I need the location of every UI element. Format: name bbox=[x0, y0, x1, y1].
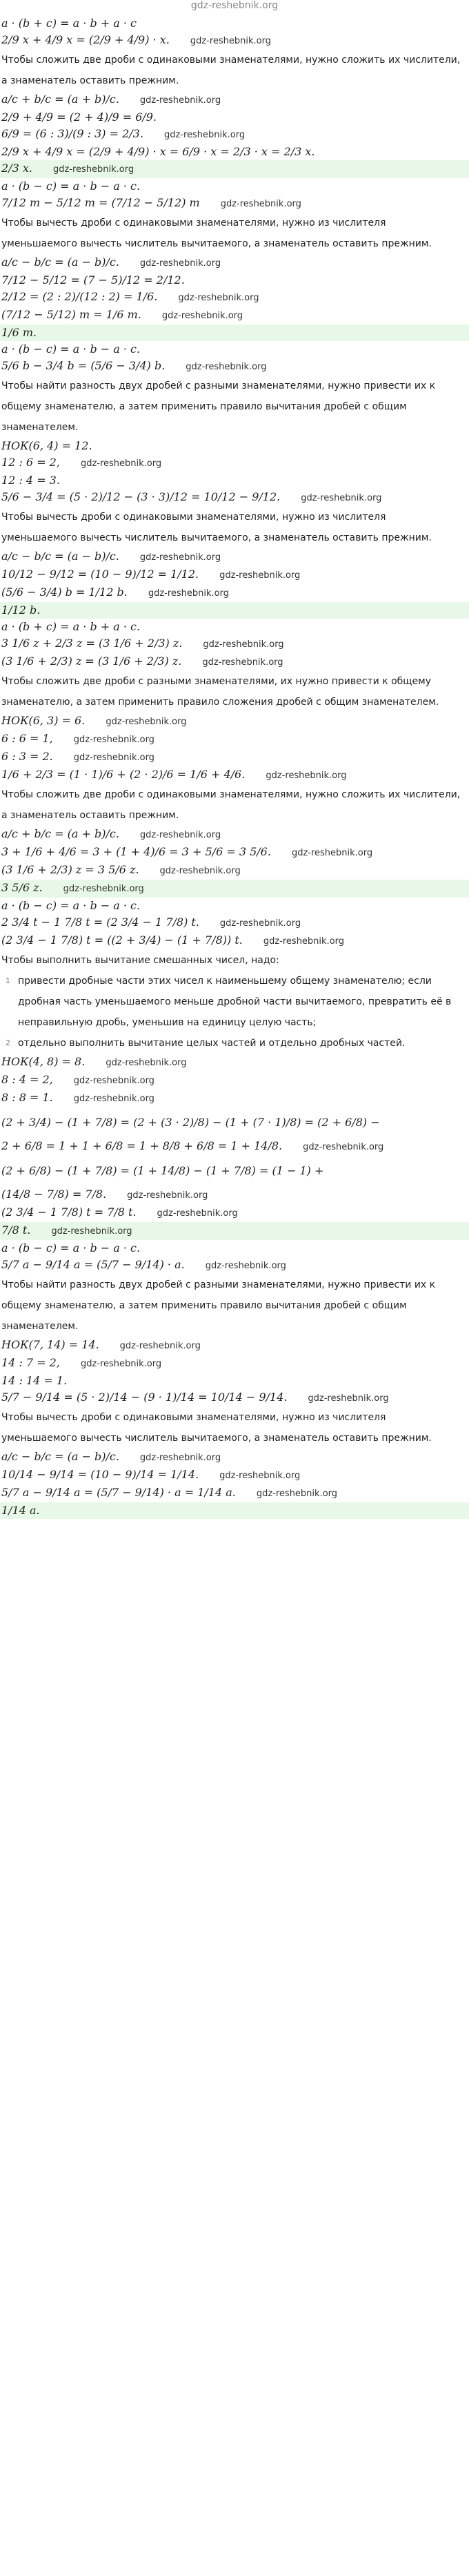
watermark-text: gdz-reshebnik.org bbox=[308, 1393, 389, 1404]
math-line bbox=[0, 730, 469, 748]
math-expression: 3 + 1/6 + 4/6 = 3 + (1 + 4)/6 = 3 + 5/6 = 3 5/6. bbox=[1, 845, 271, 858]
math-line bbox=[0, 1355, 469, 1373]
watermark-text: gdz-reshebnik.org bbox=[157, 1208, 238, 1219]
watermark-text: gdz-reshebnik.org bbox=[219, 570, 301, 581]
math-line bbox=[0, 862, 469, 880]
math-line bbox=[0, 713, 469, 730]
math-expression: (3 1/6 + 2/3) z = (3 1/6 + 2/3) z. bbox=[1, 655, 182, 668]
math-expression: (3 1/6 + 2/3) z = 3 5/6 z. bbox=[1, 863, 139, 876]
watermark-text: gdz-reshebnik.org bbox=[220, 199, 301, 209]
math-expression: (2 3/4 − 1 7/8) t = 7/8 t. bbox=[1, 1205, 137, 1219]
math-line bbox=[0, 1449, 469, 1466]
math-line bbox=[0, 341, 469, 358]
watermark-text: gdz-reshebnik.org bbox=[148, 588, 229, 599]
list-item-text: отдельно выполнить вычитание целых частей и отдельно дробных частей. bbox=[18, 1038, 406, 1049]
math-expression: (7/12 − 5/12) m = 1/6 m. bbox=[1, 308, 141, 321]
math-expression: 6 : 3 = 2. bbox=[1, 750, 53, 763]
watermark-text: gdz-reshebnik.org bbox=[178, 293, 259, 303]
watermark-text: gdz-reshebnik.org bbox=[73, 735, 154, 745]
math-expression: 12 : 6 = 2, bbox=[1, 456, 60, 469]
math-expression: 6/9 = (6 : 3)/(9 : 3) = 2/3. bbox=[1, 127, 143, 140]
answer-line bbox=[0, 325, 469, 341]
list-item bbox=[0, 1033, 469, 1054]
watermark-text: gdz-reshebnik.org bbox=[73, 1094, 154, 1104]
math-line bbox=[0, 195, 469, 213]
math-line bbox=[0, 766, 469, 784]
watermark-text: gdz-reshebnik.org bbox=[127, 1190, 208, 1201]
math-expression: 2/9 x + 4/9 x = (2/9 + 4/9) · x = 6/9 · x = 2/3 · x = 2/3 x. bbox=[1, 145, 315, 158]
rule-text bbox=[0, 1275, 469, 1337]
math-line bbox=[0, 1484, 469, 1502]
rule-text-content: Чтобы сложить две дроби с одинаковыми знаменателями, нужно сложить их числители, а знаменатель оставить прежним. bbox=[1, 55, 461, 86]
list-item-number: 1 bbox=[6, 976, 10, 985]
watermark-text: gdz-reshebnik.org bbox=[73, 753, 154, 763]
math-line bbox=[0, 307, 469, 325]
watermark-text: gdz-reshebnik.org bbox=[159, 866, 241, 876]
math-expression: a/c + b/c = (a + b)/c. bbox=[1, 93, 119, 106]
math-expression: 12 : 4 = 3. bbox=[1, 474, 60, 487]
watermark-text: gdz-reshebnik.org bbox=[139, 258, 221, 269]
math-line bbox=[0, 1186, 469, 1204]
watermark-text: gdz-reshebnik.org bbox=[303, 1142, 384, 1152]
site-header-watermark: gdz-reshebnik.org bbox=[190, 0, 279, 11]
math-expression: 1/6 + 2/3 = (1 · 1)/6 + (2 · 2)/6 = 1/6 + 4/6. bbox=[1, 768, 246, 781]
watermark-text: gdz-reshebnik.org bbox=[266, 771, 347, 781]
math-line bbox=[0, 748, 469, 766]
math-expression: 2/9 + 4/9 = (2 + 4)/9 = 6/9. bbox=[1, 110, 157, 124]
rule-text-content: Чтобы сложить две дроби с разными знаменателями, их нужно привести к общему знаменателю, а затем применить правило сложения дробей с общим знаменателем. bbox=[1, 676, 439, 708]
math-expression: 5/7 a − 9/14 a = (5/7 − 9/14) · a. bbox=[1, 1258, 185, 1271]
math-line bbox=[0, 144, 469, 160]
math-expression: 1/6 m. bbox=[1, 326, 37, 339]
math-line bbox=[0, 438, 469, 454]
math-expression: НОК(6, 3) = 6. bbox=[1, 714, 86, 727]
math-line bbox=[0, 454, 469, 472]
math-expression: 2/3 x. bbox=[1, 162, 32, 175]
math-line bbox=[0, 178, 469, 195]
math-line bbox=[0, 1138, 469, 1156]
math-expression: (2 + 6/8) − (1 + 7/8) = (1 + 14/8) − (1 + 7/8) = (1 − 1) + bbox=[1, 1164, 324, 1177]
watermark-text: gdz-reshebnik.org bbox=[263, 936, 345, 947]
watermark-text: gdz-reshebnik.org bbox=[106, 717, 187, 727]
watermark-text: gdz-reshebnik.org bbox=[139, 95, 221, 106]
math-expression: a · (b + c) = a · b + a · c bbox=[1, 17, 137, 30]
list-item bbox=[0, 971, 469, 1033]
answer-line bbox=[0, 1502, 469, 1519]
math-line bbox=[0, 358, 469, 376]
watermark-text: gdz-reshebnik.org bbox=[161, 311, 243, 321]
watermark-text: gdz-reshebnik.org bbox=[256, 1489, 338, 1499]
math-line bbox=[0, 91, 469, 109]
rule-text-content: Чтобы выполнить вычитание смешанных чисел, надо: bbox=[1, 955, 279, 966]
math-line bbox=[0, 1240, 469, 1257]
math-expression: (2 + 3/4) − (1 + 7/8) = (2 + (3 · 2)/8) − (1 + (7 · 1)/8) = (2 + 6/8) − bbox=[1, 1116, 380, 1129]
math-expression: a/c − b/c = (a − b)/c. bbox=[1, 1450, 119, 1463]
math-line bbox=[0, 1107, 469, 1138]
rule-text bbox=[0, 1407, 469, 1449]
watermark-text: gdz-reshebnik.org bbox=[63, 884, 144, 894]
math-expression: 1/12 b. bbox=[1, 603, 41, 617]
math-expression: a · (b − c) = a · b − a · c. bbox=[1, 342, 141, 356]
math-expression: a/c − b/c = (a − b)/c. bbox=[1, 255, 119, 269]
math-expression: 3 1/6 z + 2/3 z = (3 1/6 + 2/3) z. bbox=[1, 637, 183, 650]
math-expression: НОК(7, 14) = 14. bbox=[1, 1338, 99, 1351]
math-line bbox=[0, 109, 469, 126]
rule-text-content: Чтобы вычесть дроби с одинаковыми знаменателями, нужно из числителя уменьшаемого вычесть числитель вычитаемого, а знаменатель оставить прежним. bbox=[1, 217, 432, 249]
math-expression: 14 : 7 = 2, bbox=[1, 1356, 60, 1369]
math-expression: a/c + b/c = (a + b)/c. bbox=[1, 827, 119, 840]
math-line bbox=[0, 619, 469, 635]
watermark-text: gdz-reshebnik.org bbox=[80, 458, 162, 469]
math-expression: 7/12 m − 5/12 m = (7/12 − 5/12) m bbox=[1, 196, 200, 209]
math-expression: (14/8 − 7/8) = 7/8. bbox=[1, 1188, 107, 1201]
math-line bbox=[0, 32, 469, 50]
math-expression: НОК(4, 8) = 8. bbox=[1, 1055, 86, 1068]
watermark-text: gdz-reshebnik.org bbox=[301, 493, 382, 503]
math-line bbox=[0, 1054, 469, 1072]
math-expression: (5/6 − 3/4) b = 1/12 b. bbox=[1, 585, 128, 599]
solution-content bbox=[0, 15, 469, 1519]
answer-line bbox=[0, 602, 469, 619]
rule-text bbox=[0, 50, 469, 91]
math-expression: 3 5/6 z. bbox=[1, 881, 43, 894]
watermark-text: gdz-reshebnik.org bbox=[51, 1226, 132, 1237]
watermark-text: gdz-reshebnik.org bbox=[52, 164, 134, 175]
math-expression: 5/7 a − 9/14 a = (5/7 − 9/14) · a = 1/14 a. bbox=[1, 1486, 236, 1499]
list-item-number: 2 bbox=[6, 1038, 10, 1047]
math-expression: a · (b − c) = a · b − a · c. bbox=[1, 180, 141, 193]
rule-text-content: Чтобы вычесть дроби с одинаковыми знаменателями, нужно из числителя уменьшаемого вычесть числитель вычитаемого, а знаменатель оставить прежним. bbox=[1, 512, 432, 543]
math-expression: 10/14 − 9/14 = (10 − 9)/14 = 1/14. bbox=[1, 1468, 199, 1481]
math-expression: 2 3/4 t − 1 7/8 t = (2 3/4 − 1 7/8) t. bbox=[1, 916, 199, 929]
math-expression: a/c − b/c = (a − b)/c. bbox=[1, 550, 119, 563]
math-expression: (2 3/4 − 1 7/8) t = ((2 + 3/4) − (1 + 7/8)) t. bbox=[1, 933, 243, 947]
rule-text-content: Чтобы сложить две дроби с одинаковыми знаменателями, нужно сложить их числители, а знаменатель оставить прежним. bbox=[1, 789, 461, 821]
math-expression: 5/7 − 9/14 = (5 · 2)/14 − (9 · 1)/14 = 10/14 − 9/14. bbox=[1, 1391, 288, 1404]
rule-text bbox=[0, 784, 469, 826]
watermark-text: gdz-reshebnik.org bbox=[119, 1341, 201, 1351]
math-expression: a · (b − c) = a · b − a · c. bbox=[1, 1241, 141, 1255]
math-line bbox=[0, 1090, 469, 1107]
math-line bbox=[0, 1337, 469, 1355]
math-expression: a · (b + c) = a · b + a · c. bbox=[1, 620, 141, 633]
math-line bbox=[0, 653, 469, 671]
math-expression: 8 : 8 = 1. bbox=[1, 1091, 53, 1104]
math-expression: 2 + 6/8 = 1 + 1 + 6/8 = 1 + 8/8 + 6/8 = 1 + 14/8. bbox=[1, 1139, 283, 1152]
rule-text-content: Чтобы найти разность двух дробей с разными знаменателями, нужно привести их к общему знаменателю, а затем применить правило вычитания дробей с общим знаменателем. bbox=[1, 1279, 436, 1332]
math-expression: 1/14 a. bbox=[1, 1504, 40, 1517]
math-line bbox=[0, 566, 469, 584]
math-line bbox=[0, 932, 469, 950]
watermark-text: gdz-reshebnik.org bbox=[163, 130, 246, 140]
math-line bbox=[0, 1257, 469, 1275]
rule-text bbox=[0, 671, 469, 713]
math-expression: 14 : 14 = 1. bbox=[1, 1374, 68, 1387]
math-expression: 2/12 = (2 : 2)/(12 : 2) = 1/6. bbox=[1, 290, 158, 303]
watermark-text: gdz-reshebnik.org bbox=[139, 552, 221, 563]
math-expression: 8 : 4 = 2, bbox=[1, 1073, 53, 1086]
math-line bbox=[0, 254, 469, 272]
math-line bbox=[0, 635, 469, 653]
watermark-text: gdz-reshebnik.org bbox=[106, 1058, 187, 1068]
rule-text bbox=[0, 376, 469, 438]
math-line bbox=[0, 898, 469, 914]
math-expression: 5/6 − 3/4 = (5 · 2)/12 − (3 · 3)/12 = 10/12 − 9/12. bbox=[1, 490, 281, 503]
math-expression: 7/12 − 5/12 = (7 − 5)/12 = 2/12. bbox=[1, 273, 185, 287]
rule-text bbox=[0, 213, 469, 254]
math-expression: 6 : 6 = 1, bbox=[1, 732, 53, 745]
math-line bbox=[0, 844, 469, 862]
rule-text-content: Чтобы вычесть дроби с одинаковыми знаменателями, нужно из числителя уменьшаемого вычесть числитель вычитаемого, а знаменатель оставить прежним. bbox=[1, 1412, 432, 1444]
math-expression: 2/9 x + 4/9 x = (2/9 + 4/9) · x. bbox=[1, 33, 170, 46]
math-line bbox=[0, 1466, 469, 1484]
math-line bbox=[0, 472, 469, 489]
watermark-text: gdz-reshebnik.org bbox=[205, 1261, 286, 1271]
math-line bbox=[0, 1373, 469, 1389]
watermark-text: gdz-reshebnik.org bbox=[219, 1471, 301, 1481]
math-line bbox=[0, 914, 469, 932]
math-line bbox=[0, 826, 469, 844]
answer-line bbox=[0, 1222, 469, 1240]
math-line bbox=[0, 548, 469, 566]
answer-line bbox=[0, 880, 469, 898]
rule-text bbox=[0, 950, 469, 971]
math-line bbox=[0, 15, 469, 32]
math-line bbox=[0, 489, 469, 507]
list-item-text: привести дробные части этих чисел к наименьшему общему знаменателю; если дробная часть уменьшаемого меньше дробной части вычитаемого, превратить её в неправильную дробь, уменьшив на единицу целую часть; bbox=[18, 976, 452, 1028]
watermark-text: gdz-reshebnik.org bbox=[202, 657, 283, 668]
math-expression: 10/12 − 9/12 = (10 − 9)/12 = 1/12. bbox=[1, 568, 199, 581]
math-expression: НОК(6, 4) = 12. bbox=[1, 439, 92, 452]
watermark-text: gdz-reshebnik.org bbox=[80, 1359, 162, 1369]
rule-text bbox=[0, 507, 469, 548]
math-line bbox=[0, 584, 469, 602]
watermark-text: gdz-reshebnik.org bbox=[73, 1076, 154, 1086]
watermark-text: gdz-reshebnik.org bbox=[139, 1453, 221, 1463]
math-expression: 7/8 t. bbox=[1, 1223, 31, 1237]
watermark-text: gdz-reshebnik.org bbox=[186, 362, 267, 372]
math-line bbox=[0, 1204, 469, 1222]
answer-line bbox=[0, 160, 469, 178]
watermark-text: gdz-reshebnik.org bbox=[219, 918, 301, 929]
math-line bbox=[0, 1156, 469, 1186]
math-line bbox=[0, 1072, 469, 1090]
watermark-text: gdz-reshebnik.org bbox=[190, 36, 271, 46]
math-line bbox=[0, 1389, 469, 1407]
math-line bbox=[0, 289, 469, 307]
watermark-text: gdz-reshebnik.org bbox=[291, 848, 373, 858]
watermark-text: gdz-reshebnik.org bbox=[203, 639, 284, 650]
math-line bbox=[0, 272, 469, 289]
math-line bbox=[0, 126, 469, 144]
math-expression: 5/6 b − 3/4 b = (5/6 − 3/4) b. bbox=[1, 359, 166, 372]
rule-text-content: Чтобы найти разность двух дробей с разными знаменателями, нужно привести их к общему знаменателю, а затем применить правило вычитания дробей с общим знаменателем. bbox=[1, 380, 436, 433]
watermark-text: gdz-reshebnik.org bbox=[139, 830, 221, 840]
math-expression: a · (b − c) = a · b − a · c. bbox=[1, 899, 141, 912]
